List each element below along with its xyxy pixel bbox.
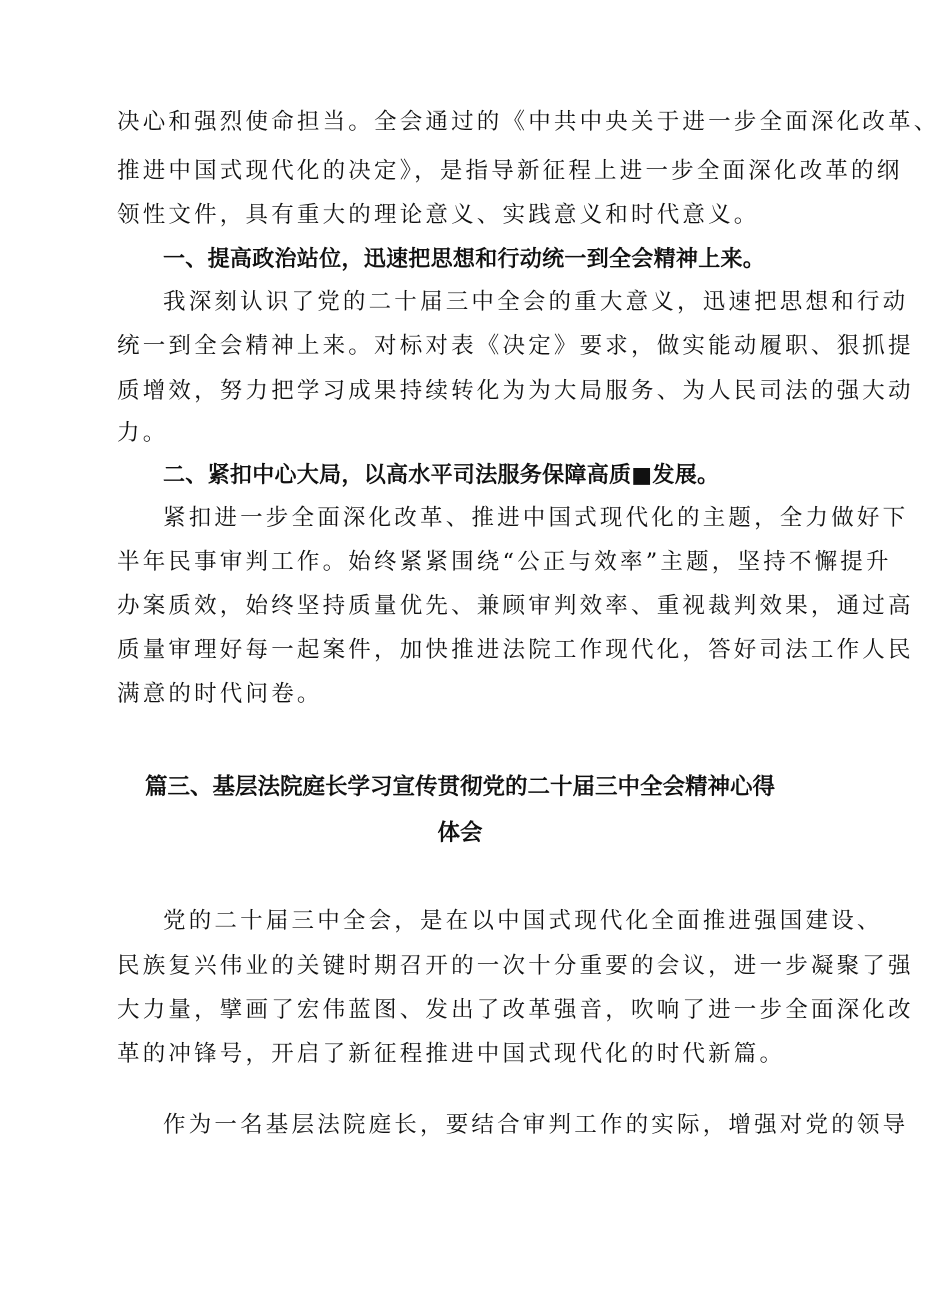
para4-line-4: 革的冲锋号，开启了新征程推进中国式现代化的时代新篇。: [117, 1041, 786, 1067]
para3-line-3: 办案质效，始终坚持质量优先、兼顾审判效率、重视裁判效果，通过高: [117, 593, 914, 619]
para1-line-3: 领性文件，具有重大的理论意义、实践意义和时代意义。: [117, 202, 760, 228]
para3-line-1: 紧扣进一步全面深化改革、推进中国式现代化的主题，全力做好下: [163, 505, 909, 531]
para1-line-2: 推进中国式现代化的决定》，是指导新征程上进一步全面深化改革的纲: [117, 158, 903, 184]
para2-line-2: 统一到全会精神上来。对标对表《决定》要求，做实能动履职、狠抓提: [117, 333, 914, 359]
para4-line-3: 大力量，擘画了宏伟蓝图、发出了改革强音，吹响了进一步全面深化改: [117, 997, 914, 1023]
para3-line-2: 半年民事审判工作。始终紧紧围绕“公正与效率”主题，坚持不懈提升: [117, 549, 892, 575]
para3-line-5: 满意的时代问卷。: [117, 681, 323, 707]
section-heading-2: 二、紧扣中心大局，以高水平司法服务保障高质■发展。: [163, 463, 720, 488]
section-title-line-1: 篇三、基层法院庭长学习宣传贯彻党的二十届三中全会精神心得: [144, 774, 775, 800]
para4-line-2: 民族复兴伟业的关键时期召开的一次十分重要的会议，进一步凝聚了强: [117, 953, 914, 979]
section-heading-1: 一、提高政治站位，迅速把思想和行动统一到全会精神上来。: [163, 247, 766, 272]
section-title-line-2: 体会: [437, 820, 483, 846]
para3-line-4: 质量审理好每一起案件，加快推进法院工作现代化，答好司法工作人民: [117, 637, 914, 663]
para2-line-4: 力。: [117, 420, 169, 446]
para2-line-1: 我深刻认识了党的二十届三中全会的重大意义，迅速把思想和行动: [163, 289, 909, 315]
para5-line-1: 作为一名基层法院庭长，要结合审判工作的实际，增强对党的领导: [163, 1112, 909, 1138]
para2-line-3: 质增效，努力把学习成果持续转化为为大局服务、为人民司法的强大动: [117, 378, 914, 404]
para4-line-1: 党的二十届三中全会，是在以中国式现代化全面推进强国建设、: [163, 908, 883, 934]
para1-line-1: 决心和强烈使命担当。全会通过的《中共中央关于进一步全面深化改革、: [117, 109, 939, 135]
